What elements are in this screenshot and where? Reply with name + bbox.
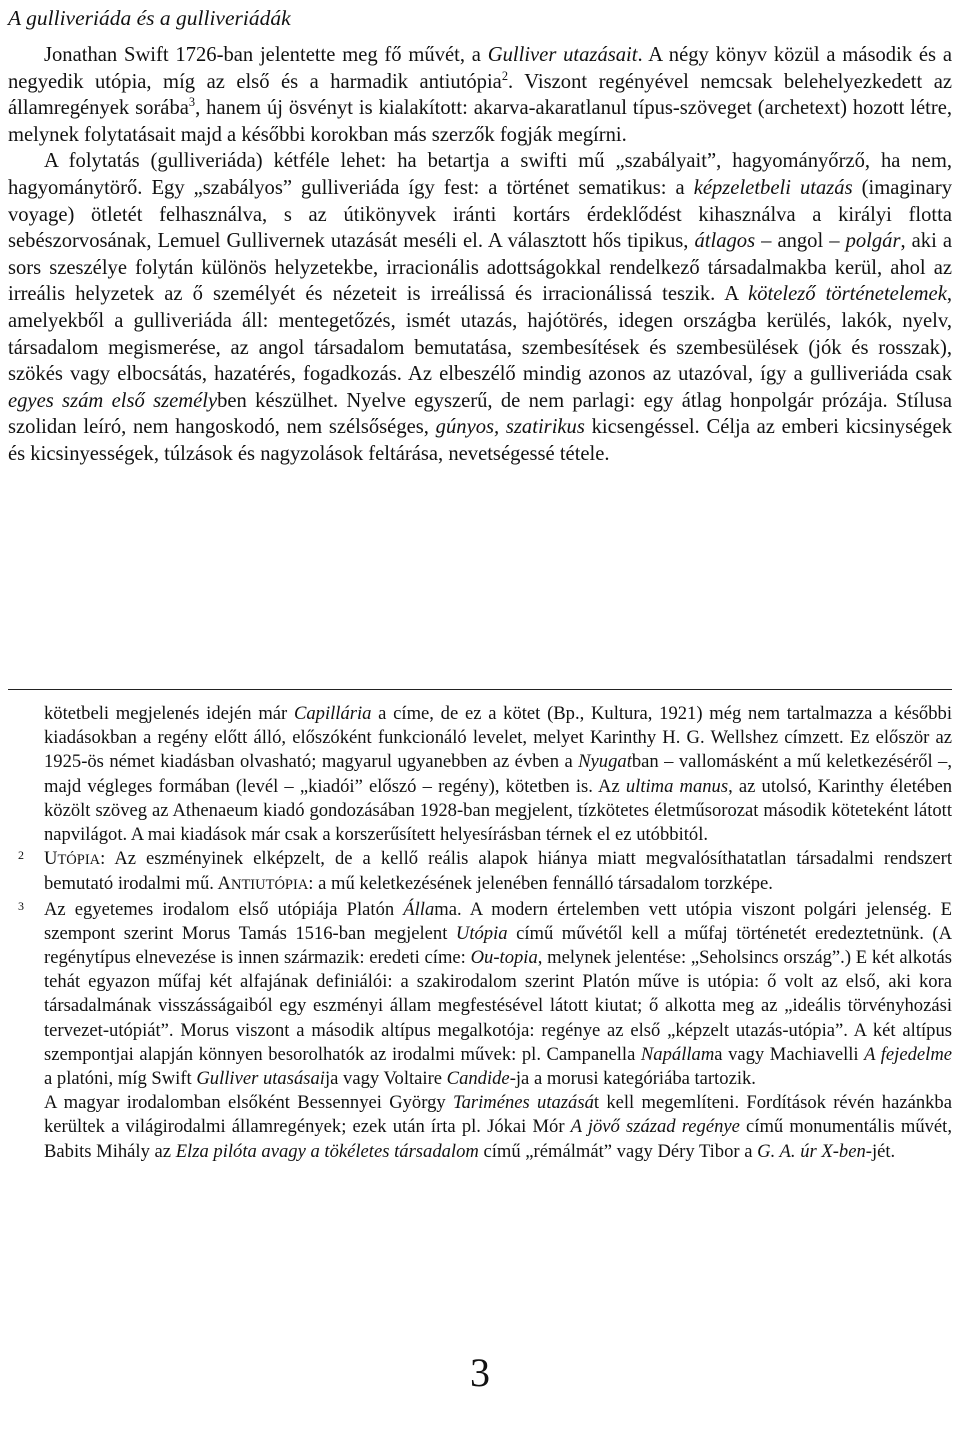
text-run: a címe, de ez a kötet (Bp., Kultura, 1921) még nem tartalmazza a későbbi kiadásokban a regény előtt álló, előszóként funkcionáló levelet, melyet Karinthy H. G. Wellshez címzett. Ez először az 1925-ös német kiadásban olvasható; magyarul ugyanebben az évben a: [44, 703, 952, 773]
italic-run: ultima manus: [625, 775, 729, 797]
text-run: : a mű keletkezésének jelenében fennálló társadalom torzképe.: [308, 873, 773, 895]
italic-run: polgár: [845, 230, 901, 253]
text-run: , aki a sors szeszélye folytán különös helyzetekbe, irracionális adottságokkal rendelkező társadalmakba kerül, ahol az irreális helyzetek az ő személyét és nézeteit is irreálissá és irracionálissá teszik. A: [8, 230, 952, 306]
italic-run: egyes szám első személy: [8, 389, 218, 412]
text-run: (imaginary voyage) ötletét felhasználva, s az útikönyvek iránti kortárs érdeklődést kihasználva a királyi flotta sebészorvosának, Lemuel Gullivernek utazását meséli el. A választott hős tipikus,: [8, 176, 952, 253]
main-text: [8, 42, 952, 468]
text-run: : Az eszményinek elképzelt, de a kellő reális alapok hiánya miatt megvalósíthatatlan társadalmi rendszert bemutató irodalmi mű.: [44, 848, 952, 895]
text-run: ja vagy Voltaire: [324, 1068, 447, 1090]
text-run: , hanem új ösvényt is kialakított: akarva-akaratlanul típus-szöveget (archetext) hozott létre, melynek folytatásait majd a későbbi korokban más szerzők fogják megírni.: [8, 97, 952, 146]
page-title: A gulliveriáda és a gulliveriádák: [8, 6, 291, 30]
text-run: című monumentális művét, Babits Mihály az: [44, 1116, 952, 1162]
italic-run: kötelező történetelemek: [748, 283, 947, 306]
text-run: ben készülhet. Nyelve egyszerű, de nem parlagi: egy átlag honpolgár prózája. Stílusa szolidan leíró, nem hangoskodó, nem szélsőséges,: [8, 389, 952, 439]
text-run: a platóni, míg Swift: [44, 1068, 197, 1090]
text-run: Jonathan Swift 1726-ban jelentette meg fő művét, a: [44, 44, 488, 66]
text-run: Az egyetemes irodalom első utópiája Platón: [44, 898, 404, 920]
text-run: A magyar irodalomban elsőként Bessennyei György: [44, 1092, 453, 1114]
footnote-2: [8, 847, 952, 897]
footnotes: [8, 702, 952, 1164]
text-run: kicsengéssel. Célja az emberi kicsinységek és kicsinyességek, túlzások és nagyzolások feltárása, nevetségessé tétele.: [8, 416, 952, 465]
footnote-continuation: [8, 702, 952, 847]
text-run: t kell megemlíteni. Fordítások révén hazánkba kerültek a világirodalmi államregények; ezek után írta pl. Jókai Mór: [44, 1092, 952, 1138]
italic-run: Elza pilóta avagy a tökéletes társadalom: [175, 1140, 479, 1162]
smallcaps-run: TÓPIA: [57, 852, 101, 869]
text-run: kötetbeli megjelenés idején már: [44, 703, 294, 724]
text-run: -jét.: [865, 1140, 896, 1162]
footnote-3-continued: [8, 1091, 952, 1164]
page-number: 3: [470, 1350, 490, 1395]
italic-run: Gulliver utazásait: [487, 44, 638, 66]
italic-run: Utópia: [455, 922, 508, 944]
text-run: . A négy könyv közül a második és a negyedik utópia, míg az első és a harmadik antiutópia: [8, 44, 952, 93]
italic-run: Nyugat: [578, 751, 632, 773]
italic-run: Napállam: [640, 1043, 715, 1065]
smallcaps-initial: U: [44, 848, 58, 870]
text-run: című művétől kell a műfaj történetét eredeztetnünk. (A regénytípus elnevezése is innen származik: eredeti címe:: [44, 922, 953, 969]
text-run: ban – vallomásként a mű keletkezéséről –, majd végleges formában (levél – „kiadói” előszó – regény), kötetben is. Az: [44, 751, 952, 797]
text-run: . Viszont regényével nemcsak belehelyezkedett az államregények sorába: [8, 70, 953, 120]
footnote-number: 2: [18, 848, 24, 863]
paragraph-1: [8, 42, 952, 148]
footnote-ref-3[interactable]: 3: [188, 95, 196, 110]
italic-run: Tariménes utazásá: [452, 1092, 594, 1114]
text-run: , amelyekből a gulliveriáda áll: mentegetőzés, ismét utazás, hajótörés, idegen országba kerülés, lakók, nyelv, társadalom megismerése, az angol társadalom bemutatása, szembesítések és szembesülések (jók és rosszak), szökés vagy elbocsátás, hazatérés, fogadkozás. Az elbeszélő mindig azonos az utazóval, így a gulliveriáda csak: [8, 283, 952, 386]
text-run: a vagy Machiavelli: [714, 1043, 865, 1065]
italic-run: Ou-topia: [470, 947, 538, 969]
text-run: – angol –: [755, 230, 846, 253]
italic-run: gúnyos, szatirikus: [435, 416, 585, 439]
italic-run: Candide: [446, 1068, 510, 1090]
footnote-3: [8, 898, 952, 1092]
italic-run: G. A. úr X-ben: [757, 1140, 866, 1162]
italic-run: Álla: [403, 898, 435, 920]
italic-run: képzeletbeli utazás: [693, 176, 853, 199]
text-run: ma. A modern értelemben vett utópia viszont polgári jelenség. E szempont szerint Morus Tamás 1516-ban megjelent: [44, 898, 952, 944]
text-run: , melynek jelentése: „Seholsincs ország”.) E két alkotás tehát egyazon műfaj két alfajának definiálói: a szakirodalom szerint Platón műve is utópia: ő volt az első, aki kora társadalmának visszásságaiból egy eszményi állam megfestésével látott kiutat; ő alkotta meg az „ideális törvényhozási tervezet-utópiát”. Morus viszont a második altípus megalkotója: regénye az első „képzelt utazás-utópia”. A két altípus szempontjai alapján könnyen besorolhatók az irodalmi művek: pl. Campanella: [44, 947, 952, 1065]
footnote-number: 3: [18, 898, 24, 913]
text-run: , az utolsó, Karinthy életében közölt szöveg az Athenaeum kiadó gondozásában 1928-ban megjelent, tízkötetes életműsorozat második köteteként látott napvilágot. A mai kiadások már csak a korszerűsített helyesírásban térnek el ez utóbbitól.: [44, 775, 952, 846]
text-run: -ja a morusi kategóriába tartozik.: [509, 1068, 756, 1090]
footnote-separator: [8, 689, 952, 690]
italic-run: Gulliver utasásai: [196, 1068, 325, 1090]
smallcaps-run: NTIUTÓPIA: [230, 877, 309, 894]
italic-run: A fejedelme: [864, 1043, 952, 1065]
italic-run: A jövő század regénye: [570, 1116, 740, 1138]
footnote-ref-2[interactable]: 2: [501, 68, 509, 83]
italic-run: Capillária: [293, 703, 372, 724]
text-run: A folytatás (gulliveriáda) kétféle lehet: ha betartja a swifti mű „szabályait”, hagyományőrző, ha nem, hagyománytörő. Egy „szabályos” gulliveriáda így fest: a történet sematikus: a: [8, 150, 952, 199]
text-run: című „rémálmát” vagy Déry Tibor a: [478, 1140, 758, 1162]
paragraph-2: [8, 148, 952, 467]
italic-run: átlagos: [694, 230, 756, 253]
smallcaps-initial: A: [217, 873, 231, 895]
